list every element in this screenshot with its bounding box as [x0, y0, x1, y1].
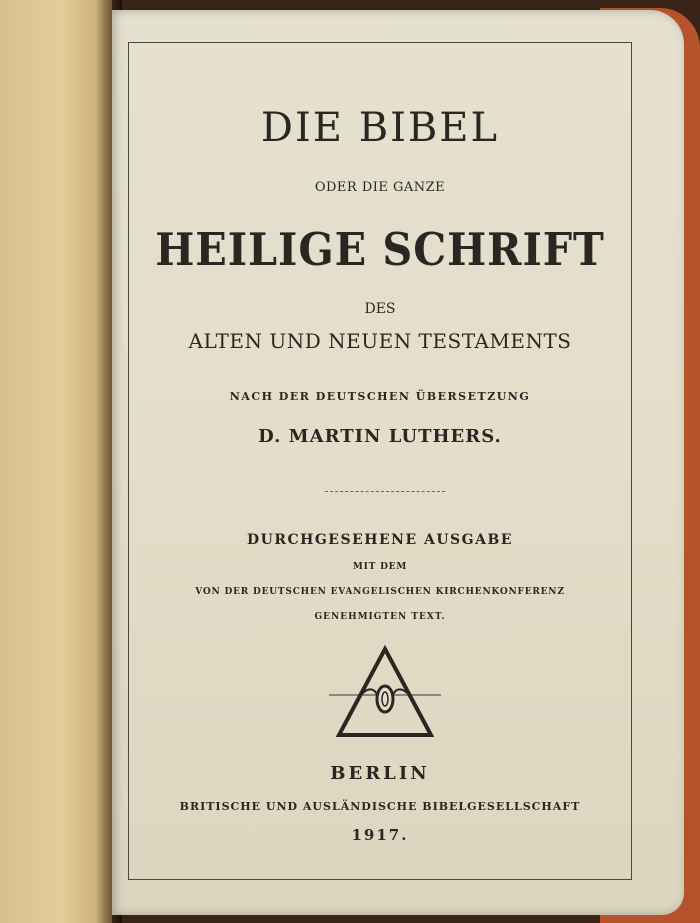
edition-line-4: GENEHMIGTEN TEXT.: [314, 612, 446, 622]
des-line: DES: [364, 301, 396, 317]
publisher-line: BRITISCHE UND AUSLÄNDISCHE BIBELGESELLSCHAFT: [179, 800, 581, 813]
place-line: BERLIN: [330, 763, 430, 784]
year-line: 1917.: [351, 826, 409, 844]
edition-title: DURCHGESEHENE AUSGABE: [246, 532, 513, 548]
author-line: D. MARTIN LUTHERS.: [258, 426, 502, 447]
testaments-line: ALTEN UND NEUEN TESTAMENTS: [188, 329, 572, 353]
subtitle-oder: ODER DIE GANZE: [314, 180, 446, 195]
edition-line-3: VON DER DEUTSCHEN EVANGELISCHEN KIRCHENKONFERENZ: [195, 587, 565, 597]
heilige-schrift-title: HEILIGE SCHRIFT: [155, 223, 605, 276]
page-border-frame: [128, 42, 632, 880]
triangle-seal-icon: [329, 643, 441, 741]
translation-line: NACH DER DEUTSCHEN ÜBERSETZUNG: [229, 390, 531, 403]
divider-rule: [325, 491, 445, 492]
main-title: DIE BIBEL: [260, 105, 500, 151]
title-page: [112, 10, 684, 915]
edition-line-2: MIT DEM: [352, 562, 408, 572]
